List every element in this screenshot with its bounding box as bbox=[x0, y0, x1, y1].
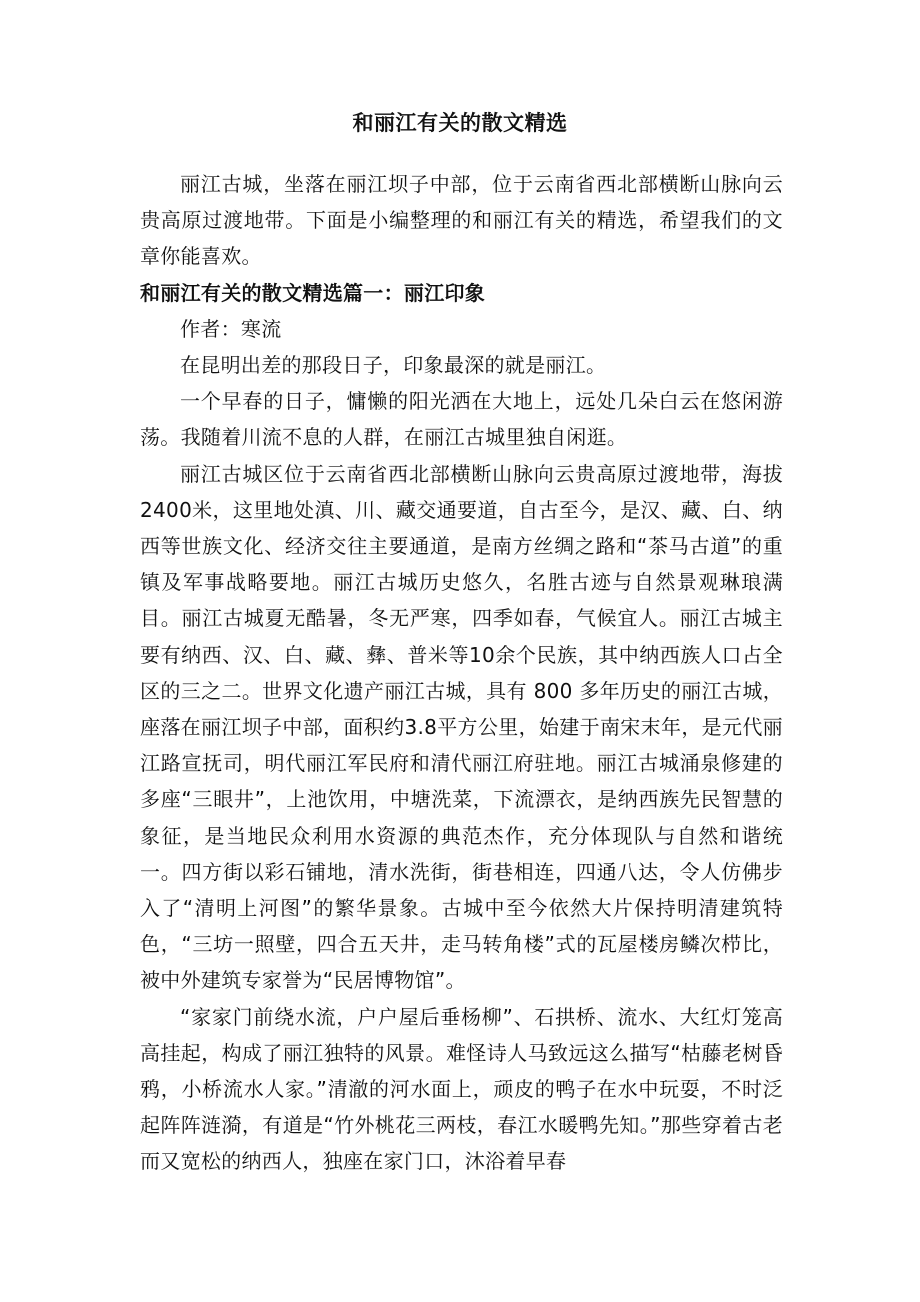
document-title: 和丽江有关的散文精选 bbox=[352, 111, 568, 135]
body-paragraph: “家家门前绕水流，户户屋后垂杨柳”、石拱桥、流水、大红灯笼高高挂起，构成了丽江独特的风景。难怪诗人马致远这么描写“枯藤老树昏鸦，小桥流水人家。”清澈的河水面上，顽皮的鸭子在水中玩耍，不时泛起阵阵涟漪，有道是“竹外桃花三两枝，春江水暖鸭先知。”那些穿着古老而又宽松的纳西人，独座在家门口，沐浴着早春 bbox=[140, 1004, 783, 1174]
intro-paragraph: 丽江古城，坐落在丽江坝子中部，位于云南省西北部横断山脉向云贵高原过渡地带。下面是小编整理的和丽江有关的精选，希望我们的文章你能喜欢。 bbox=[140, 172, 783, 269]
body-paragraph: 在昆明出差的那段日子，印象最深的就是丽江。 bbox=[180, 353, 607, 378]
author-line: 作者：寒流 bbox=[180, 316, 282, 341]
section-heading: 和丽江有关的散文精选篇一：丽江印象 bbox=[140, 280, 486, 305]
document-body bbox=[140, 166, 783, 1180]
body-paragraph: 丽江古城区位于云南省西北部横断山脉向云贵高原过渡地带，海拔2400米，这里地处滇、川、藏交通要道，自古至今，是汉、藏、白、纳西等世族文化、经济交往主要通道，是南方丝绸之路和“茶马古道”的重镇及军事战略要地。丽江古城历史悠久，名胜古迹与自然景观琳琅满目。丽江古城夏无酷暑，冬无严寒，四季如春，气候宜人。丽江古城主要有纳西、汉、白、藏、彝、普米等10余个民族，其中纳西族人口占全区的三之二。世界文化遗产丽江古城，具有 800 多年历史的丽江古城，座落在丽江坝子中部，面积约3.8平方公里，始建于南宋末年，是元代丽江路宣抚司，明代丽江军民府和清代丽江府驻地。丽江古城涌泉修建的多座“三眼井”，上池饮用，中塘洗菜，下流漂衣，是纳西族先民智慧的象征，是当地民众利用水资源的典范杰作，充分体现队与自然和谐统一。四方街以彩石铺地，清水洗街，街巷相连，四通八达，令人仿佛步入了“清明上河图”的繁华景象。古城中至今依然大片保持明清建筑特色，“三坊一照壁，四合五天井，走马转角楼”式的瓦屋楼房鳞次栉比，被中外建筑专家誉为“民居博物馆”。 bbox=[140, 461, 783, 993]
body-paragraph: 一个早春的日子，慵懒的阳光洒在大地上，远处几朵白云在悠闲游荡。我随着川流不息的人群，在丽江古城里独自闲逛。 bbox=[140, 389, 783, 450]
